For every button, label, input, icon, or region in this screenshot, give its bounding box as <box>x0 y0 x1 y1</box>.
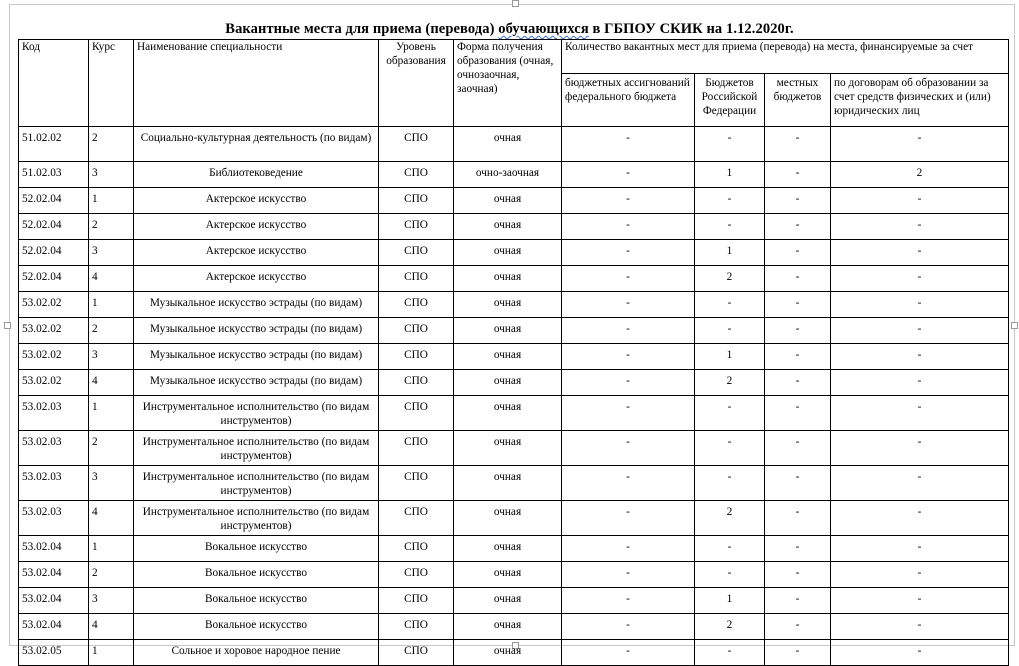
cell-level: СПО <box>379 536 454 562</box>
cell-rf: 1 <box>695 588 765 614</box>
cell-specialty: Инструментальное исполнительство (по видам инструментов) <box>134 501 379 536</box>
cell-rf: 1 <box>695 162 765 188</box>
cell-specialty: Сольное и хоровое народное пение <box>134 640 379 666</box>
cell-federal: - <box>562 536 695 562</box>
cell-course: 3 <box>89 240 134 266</box>
cell-specialty: Вокальное искусство <box>134 562 379 588</box>
header-form: Форма получения образования (очная, очнозаочная, заочная) <box>454 40 562 127</box>
cell-contract: - <box>831 188 1009 214</box>
cell-federal: - <box>562 614 695 640</box>
vacancies-table <box>18 39 1009 666</box>
cell-local: - <box>765 536 831 562</box>
cell-contract: - <box>831 127 1009 162</box>
cell-local: - <box>765 562 831 588</box>
cell-federal: - <box>562 214 695 240</box>
cell-course: 2 <box>89 318 134 344</box>
cell-form: очная <box>454 214 562 240</box>
header-level: Уровень образования <box>379 40 454 127</box>
cell-specialty: Вокальное искусство <box>134 614 379 640</box>
cell-federal: - <box>562 640 695 666</box>
cell-code: 53.02.04 <box>19 588 89 614</box>
cell-contract: - <box>831 466 1009 501</box>
table-row <box>19 614 1009 640</box>
cell-level: СПО <box>379 162 454 188</box>
cell-code: 53.02.03 <box>19 431 89 466</box>
cell-federal: - <box>562 431 695 466</box>
cell-federal: - <box>562 162 695 188</box>
cell-code: 53.02.05 <box>19 640 89 666</box>
cell-contract: - <box>831 318 1009 344</box>
table-row <box>19 127 1009 162</box>
cell-rf: - <box>695 536 765 562</box>
cell-level: СПО <box>379 396 454 431</box>
cell-contract: - <box>831 536 1009 562</box>
cell-federal: - <box>562 240 695 266</box>
cell-specialty: Инструментальное исполнительство (по видам инструментов) <box>134 396 379 431</box>
cell-contract: - <box>831 266 1009 292</box>
cell-contract: - <box>831 370 1009 396</box>
cell-form: очная <box>454 466 562 501</box>
cell-code: 53.02.02 <box>19 370 89 396</box>
cell-code: 51.02.02 <box>19 127 89 162</box>
table-row <box>19 344 1009 370</box>
cell-federal: - <box>562 188 695 214</box>
cell-local: - <box>765 640 831 666</box>
header-vacant: Количество вакантных мест для приема (перевода) на места, финансируемые за счет <box>562 40 1009 74</box>
cell-specialty: Актерское искусство <box>134 214 379 240</box>
cell-course: 3 <box>89 466 134 501</box>
document-title <box>0 21 1019 38</box>
header-course: Курс <box>89 40 134 127</box>
cell-federal: - <box>562 127 695 162</box>
cell-contract: - <box>831 640 1009 666</box>
cell-specialty: Вокальное искусство <box>134 536 379 562</box>
cell-course: 1 <box>89 188 134 214</box>
cell-specialty: Инструментальное исполнительство (по видам инструментов) <box>134 431 379 466</box>
cell-course: 2 <box>89 127 134 162</box>
cell-code: 52.02.04 <box>19 266 89 292</box>
cell-course: 2 <box>89 431 134 466</box>
table-row <box>19 640 1009 666</box>
resize-handle-left[interactable] <box>4 322 11 329</box>
cell-code: 53.02.03 <box>19 466 89 501</box>
cell-level: СПО <box>379 214 454 240</box>
cell-local: - <box>765 501 831 536</box>
cell-federal: - <box>562 562 695 588</box>
cell-code: 52.02.04 <box>19 240 89 266</box>
cell-course: 1 <box>89 536 134 562</box>
table-row <box>19 396 1009 431</box>
cell-course: 3 <box>89 344 134 370</box>
cell-local: - <box>765 292 831 318</box>
cell-form: очная <box>454 266 562 292</box>
header-contracts: по договорам об образовании за счет средств физических и (или) юридических лиц <box>831 74 1009 127</box>
cell-local: - <box>765 162 831 188</box>
cell-course: 1 <box>89 640 134 666</box>
cell-course: 2 <box>89 562 134 588</box>
cell-rf: - <box>695 431 765 466</box>
cell-code: 53.02.04 <box>19 536 89 562</box>
cell-local: - <box>765 396 831 431</box>
cell-contract: - <box>831 396 1009 431</box>
cell-code: 53.02.02 <box>19 318 89 344</box>
cell-level: СПО <box>379 562 454 588</box>
title-part-3: в ГБПОУ СКИК на 1.12.2020г. <box>588 21 794 37</box>
cell-course: 4 <box>89 370 134 396</box>
cell-rf: 2 <box>695 501 765 536</box>
cell-contract: - <box>831 214 1009 240</box>
cell-local: - <box>765 266 831 292</box>
cell-specialty: Вокальное искусство <box>134 588 379 614</box>
cell-specialty: Актерское искусство <box>134 266 379 292</box>
table-row <box>19 266 1009 292</box>
cell-code: 52.02.04 <box>19 214 89 240</box>
cell-specialty: Музыкальное искусство эстрады (по видам) <box>134 370 379 396</box>
cell-specialty: Актерское искусство <box>134 188 379 214</box>
cell-level: СПО <box>379 292 454 318</box>
cell-contract: - <box>831 240 1009 266</box>
table-row <box>19 370 1009 396</box>
table-row <box>19 466 1009 501</box>
cell-level: СПО <box>379 640 454 666</box>
cell-rf: - <box>695 292 765 318</box>
cell-course: 3 <box>89 162 134 188</box>
table-row <box>19 292 1009 318</box>
cell-code: 53.02.02 <box>19 292 89 318</box>
cell-federal: - <box>562 344 695 370</box>
cell-form: очная <box>454 370 562 396</box>
cell-specialty: Музыкальное искусство эстрады (по видам) <box>134 318 379 344</box>
cell-code: 53.02.03 <box>19 396 89 431</box>
table-row <box>19 318 1009 344</box>
title-part-1: Вакантные места для приема (перевода) <box>225 21 499 37</box>
cell-level: СПО <box>379 370 454 396</box>
cell-code: 53.02.04 <box>19 562 89 588</box>
cell-specialty: Музыкальное искусство эстрады (по видам) <box>134 292 379 318</box>
header-federal: бюджетных ассигнований федерального бюджета <box>562 74 695 127</box>
cell-rf: 1 <box>695 240 765 266</box>
title-part-2: обучающихся <box>498 21 589 37</box>
table-row <box>19 188 1009 214</box>
table-row <box>19 431 1009 466</box>
cell-form: очная <box>454 396 562 431</box>
cell-federal: - <box>562 396 695 431</box>
cell-form: очная <box>454 240 562 266</box>
cell-code: 53.02.02 <box>19 344 89 370</box>
cell-federal: - <box>562 370 695 396</box>
cell-rf: - <box>695 396 765 431</box>
cell-local: - <box>765 614 831 640</box>
cell-level: СПО <box>379 466 454 501</box>
cell-form: очная <box>454 562 562 588</box>
cell-code: 53.02.04 <box>19 614 89 640</box>
cell-code: 51.02.03 <box>19 162 89 188</box>
cell-rf: - <box>695 318 765 344</box>
header-specialty: Наименование специальности <box>134 40 379 127</box>
cell-rf: 2 <box>695 370 765 396</box>
table-row <box>19 536 1009 562</box>
cell-local: - <box>765 344 831 370</box>
cell-local: - <box>765 214 831 240</box>
table-row <box>19 214 1009 240</box>
cell-level: СПО <box>379 266 454 292</box>
cell-form: очная <box>454 318 562 344</box>
cell-form: очная <box>454 536 562 562</box>
cell-contract: - <box>831 292 1009 318</box>
cell-federal: - <box>562 292 695 318</box>
cell-level: СПО <box>379 188 454 214</box>
cell-local: - <box>765 431 831 466</box>
cell-level: СПО <box>379 588 454 614</box>
cell-federal: - <box>562 318 695 344</box>
cell-local: - <box>765 240 831 266</box>
cell-form: очная <box>454 614 562 640</box>
cell-contract: - <box>831 431 1009 466</box>
cell-course: 3 <box>89 588 134 614</box>
cell-contract: - <box>831 501 1009 536</box>
cell-rf: - <box>695 214 765 240</box>
resize-handle-top[interactable] <box>512 0 519 7</box>
cell-local: - <box>765 318 831 344</box>
cell-form: очно-заочная <box>454 162 562 188</box>
cell-form: очная <box>454 188 562 214</box>
cell-local: - <box>765 466 831 501</box>
cell-contract: 2 <box>831 162 1009 188</box>
cell-level: СПО <box>379 501 454 536</box>
resize-handle-right[interactable] <box>1011 322 1018 329</box>
cell-contract: - <box>831 344 1009 370</box>
cell-code: 53.02.03 <box>19 501 89 536</box>
cell-local: - <box>765 370 831 396</box>
cell-rf: 2 <box>695 266 765 292</box>
cell-rf: - <box>695 127 765 162</box>
cell-contract: - <box>831 588 1009 614</box>
table-row <box>19 562 1009 588</box>
cell-rf: - <box>695 562 765 588</box>
cell-level: СПО <box>379 127 454 162</box>
cell-form: очная <box>454 501 562 536</box>
cell-course: 4 <box>89 501 134 536</box>
cell-federal: - <box>562 466 695 501</box>
cell-contract: - <box>831 614 1009 640</box>
cell-rf: 2 <box>695 614 765 640</box>
cell-contract: - <box>831 562 1009 588</box>
cell-rf: - <box>695 640 765 666</box>
cell-level: СПО <box>379 344 454 370</box>
cell-form: очная <box>454 640 562 666</box>
header-code: Код <box>19 40 89 127</box>
cell-specialty: Инструментальное исполнительство (по видам инструментов) <box>134 466 379 501</box>
table-row <box>19 162 1009 188</box>
cell-specialty: Музыкальное искусство эстрады (по видам) <box>134 344 379 370</box>
cell-form: очная <box>454 344 562 370</box>
cell-form: очная <box>454 588 562 614</box>
header-local: местных бюджетов <box>765 74 831 127</box>
cell-federal: - <box>562 501 695 536</box>
cell-local: - <box>765 588 831 614</box>
cell-code: 52.02.04 <box>19 188 89 214</box>
cell-course: 4 <box>89 614 134 640</box>
cell-local: - <box>765 127 831 162</box>
cell-specialty: Библиотековедение <box>134 162 379 188</box>
cell-course: 4 <box>89 266 134 292</box>
table-row <box>19 588 1009 614</box>
cell-form: очная <box>454 292 562 318</box>
cell-level: СПО <box>379 614 454 640</box>
cell-course: 2 <box>89 214 134 240</box>
cell-course: 1 <box>89 396 134 431</box>
cell-rf: 1 <box>695 344 765 370</box>
cell-level: СПО <box>379 240 454 266</box>
cell-federal: - <box>562 266 695 292</box>
table-row <box>19 240 1009 266</box>
cell-federal: - <box>562 588 695 614</box>
header-rf: Бюджетов Российской Федерации <box>695 74 765 127</box>
cell-rf: - <box>695 466 765 501</box>
cell-specialty: Социально-культурная деятельность (по видам) <box>134 127 379 162</box>
cell-form: очная <box>454 127 562 162</box>
cell-course: 1 <box>89 292 134 318</box>
cell-local: - <box>765 188 831 214</box>
cell-level: СПО <box>379 431 454 466</box>
cell-specialty: Актерское искусство <box>134 240 379 266</box>
table-row <box>19 501 1009 536</box>
cell-form: очная <box>454 431 562 466</box>
cell-level: СПО <box>379 318 454 344</box>
cell-rf: - <box>695 188 765 214</box>
